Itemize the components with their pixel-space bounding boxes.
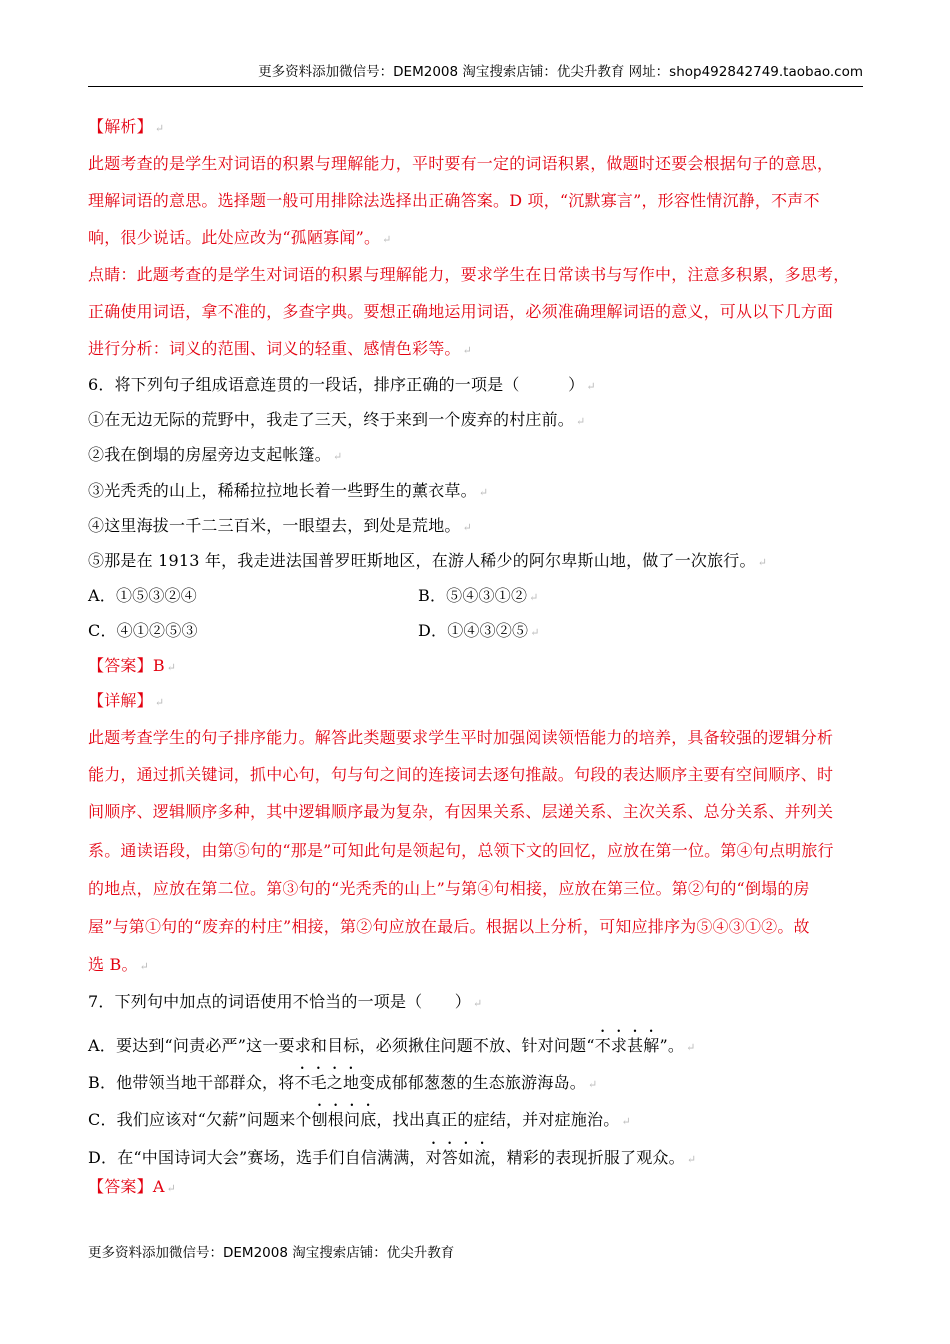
q7-option-d-post: ，精彩的表现折服了观众。 xyxy=(490,1148,685,1167)
q7-answer xyxy=(88,1176,176,1200)
q6-detail-line-5: 的地点，应放在第二位。第③句的“光秃秃的山上”与第④句相接，应放在第三位。第②句的“倒塌的房 xyxy=(88,879,810,898)
q7-option-d-dotted-word: 对答如流 xyxy=(425,1148,491,1167)
q6-answer xyxy=(88,655,176,679)
paragraph-mark-icon: ↵ xyxy=(478,486,489,499)
q7-option-a-dotted-word: 不求甚解 xyxy=(594,1036,660,1055)
q7-option-c-post: ，找出真正的症结，并对症施治。 xyxy=(376,1110,620,1129)
q7-option-a xyxy=(88,1027,696,1059)
comment-line-2: 正确使用词语，拿不准的，多查字典。要想正确地运用词语，必须准确理解词语的意义，可从以下几方面 xyxy=(88,302,834,321)
paragraph-mark-icon: ↵ xyxy=(686,1041,696,1054)
comment-line-3 xyxy=(88,338,472,362)
q7-option-b-pre: B．他带领当地干部群众，将 xyxy=(88,1073,295,1092)
paragraph-mark-icon: ↵ xyxy=(529,591,539,604)
q6-stem-text: 6．将下列句子组成语意连贯的一段话，排序正确的一项是（ ） xyxy=(88,375,585,394)
analysis-label-text: 【解析】 xyxy=(88,117,153,136)
q7-stem xyxy=(88,991,482,1015)
q7-option-c xyxy=(88,1101,631,1133)
header-divider xyxy=(88,86,863,87)
analysis-label xyxy=(88,116,164,140)
q7-option-b-dotted-word: 不毛之地 xyxy=(294,1073,360,1092)
q7-option-d-pre: D．在“中国诗词大会”赛场，选手们自信满满， xyxy=(88,1148,426,1167)
q6-detail-line-2: 能力，通过抓关键词，抓中心句，句与句之间的连接词去逐句推敲。句段的表达顺序主要有空间顺序、时 xyxy=(88,765,834,784)
q6-detail-label-text: 【详解】 xyxy=(88,691,153,710)
paragraph-mark-icon: ↵ xyxy=(333,450,343,463)
q7-answer-label: 【答案】 xyxy=(88,1177,153,1196)
q6-detail-line-3: 间顺序、逻辑顺序多种，其中逻辑顺序最为复杂，有因果关系、层递关系、主次关系、总分关系、并列关 xyxy=(88,802,834,821)
page-header: 更多资料添加微信号：DEM2008 淘宝搜索店铺：优尖升教育 网址：shop492842749.taobao.com xyxy=(258,64,863,80)
q6-sentence-2 xyxy=(88,444,342,468)
q6-detail-line-4: 系。通读语段，由第⑤句的“那是”可知此句是领起句，总领下文的回忆，应放在第一位。第④句点明旅行 xyxy=(88,841,834,860)
q6-detail-line-1: 此题考查学生的句子排序能力。解答此类题要求学生平时加强阅读领悟能力的培养，具备较强的逻辑分析 xyxy=(88,728,834,747)
q6-sentence-3-text: ③光秃秃的山上，稀稀拉拉地长着一些野生的薰衣草。 xyxy=(88,481,477,500)
paragraph-mark-icon: ↵ xyxy=(166,661,177,674)
comment-line-3-text: 进行分析：词义的范围、词义的轻重、感情色彩等。 xyxy=(88,339,461,358)
paragraph-mark-icon: ↵ xyxy=(154,696,165,709)
q7-option-a-pre: A．要达到“问责必严”这一要求和目标，必须揪住问题不放、针对问题“ xyxy=(88,1036,595,1055)
q6-option-d xyxy=(418,620,540,644)
q6-detail-line-6: 屋”与第①句的“废弃的村庄”相接，第②句应放在最后。根据以上分析，可知应排序为⑤④③①②。故 xyxy=(88,917,810,936)
analysis-line-1: 此题考查的是学生对词语的积累与理解能力，平时要有一定的词语积累，做题时还要会根据句子的意思， xyxy=(88,154,834,173)
q6-sentence-1 xyxy=(88,409,585,433)
q6-detail-line-7 xyxy=(88,954,149,978)
q7-option-b xyxy=(88,1064,597,1096)
q7-option-d xyxy=(88,1139,696,1171)
q6-option-a: A．①⑤③②④ xyxy=(88,586,197,605)
q6-option-b xyxy=(418,585,539,609)
paragraph-mark-icon: ↵ xyxy=(530,626,540,639)
paragraph-mark-icon: ↵ xyxy=(576,415,586,428)
analysis-line-3 xyxy=(88,227,392,251)
q6-option-b-text: B．⑤④③①② xyxy=(418,586,528,605)
q7-option-a-post: ”。 xyxy=(659,1036,685,1055)
q7-option-c-pre: C．我们应该对“欠薪”问题来个 xyxy=(88,1110,312,1129)
q6-option-d-text: D．①④③②⑤ xyxy=(418,621,529,640)
paragraph-mark-icon: ↵ xyxy=(462,344,473,357)
q6-sentence-5-text: ⑤那是在 1913 年，我走进法国普罗旺斯地区，在游人稀少的阿尔卑斯山地，做了一次旅行。 xyxy=(88,551,756,570)
analysis-line-2: 理解词语的意思。选择题一般可用排除法选择出正确答案。D 项，“沉默寡言”，形容性情沉静，不声不 xyxy=(88,191,820,210)
analysis-line-3-text: 响，很少说话。此处应改为“孤陋寡闻”。 xyxy=(88,228,381,247)
paragraph-mark-icon: ↵ xyxy=(586,380,596,393)
paragraph-mark-icon: ↵ xyxy=(462,521,473,534)
paragraph-mark-icon: ↵ xyxy=(587,1078,598,1091)
paragraph-mark-icon: ↵ xyxy=(472,997,483,1010)
q7-option-c-dotted-word: 刨根问底 xyxy=(311,1110,377,1129)
q6-sentence-5 xyxy=(88,550,767,574)
q7-option-b-post: 变成郁郁葱葱的生态旅游海岛。 xyxy=(359,1073,586,1092)
q6-sentence-4 xyxy=(88,515,472,539)
comment-line-1: 点睛：此题考查的是学生对词语的积累与理解能力，要求学生在日常读书与写作中，注意多积累，多思考， xyxy=(88,265,850,284)
q7-answer-value: A xyxy=(152,1177,165,1196)
q6-sentence-3 xyxy=(88,480,488,504)
q6-sentence-2-text: ②我在倒塌的房屋旁边支起帐篷。 xyxy=(88,445,332,464)
q6-answer-label: 【答案】 xyxy=(88,656,153,675)
q6-detail-line-7-text: 选 B。 xyxy=(88,955,138,974)
paragraph-mark-icon: ↵ xyxy=(139,960,150,973)
paragraph-mark-icon: ↵ xyxy=(382,233,392,246)
paragraph-mark-icon: ↵ xyxy=(686,1153,697,1166)
q6-sentence-4-text: ④这里海拔一千二三百米，一眼望去，到处是荒地。 xyxy=(88,516,461,535)
paragraph-mark-icon: ↵ xyxy=(154,122,165,135)
paragraph-mark-icon: ↵ xyxy=(757,556,768,569)
q6-detail-label xyxy=(88,690,164,714)
paragraph-mark-icon: ↵ xyxy=(621,1115,631,1128)
q7-stem-text: 7．下列句中加点的词语使用不恰当的一项是（ ） xyxy=(88,992,471,1011)
page-footer: 更多资料添加微信号：DEM2008 淘宝搜索店铺：优尖升教育 xyxy=(88,1245,455,1261)
q6-answer-value: B xyxy=(152,656,165,675)
paragraph-mark-icon: ↵ xyxy=(166,1182,176,1195)
q6-stem xyxy=(88,374,596,398)
q6-option-c: C．④①②⑤③ xyxy=(88,621,198,640)
q6-sentence-1-text: ①在无边无际的荒野中，我走了三天，终于来到一个废弃的村庄前。 xyxy=(88,410,575,429)
